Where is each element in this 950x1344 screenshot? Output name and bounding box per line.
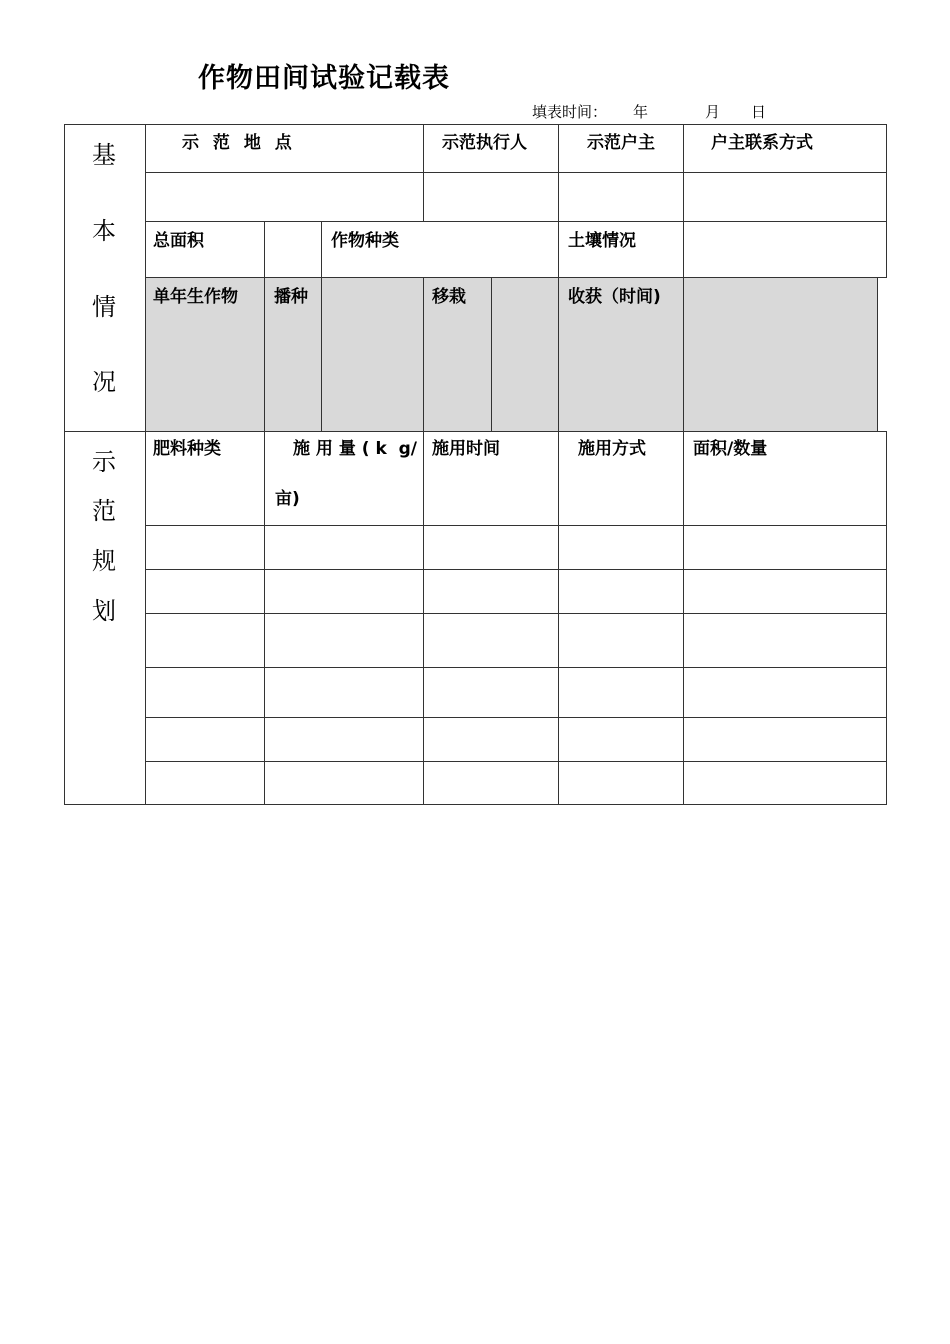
basic-side-char: 况: [92, 368, 116, 396]
amount-label-line1: 施 用 量 ( k g/: [293, 439, 417, 459]
amount-label-line2: 亩): [275, 489, 300, 509]
transplant-label: 移栽: [432, 287, 466, 307]
fill-date-year: 年: [633, 103, 649, 121]
page-title: 作物田间试验记载表: [198, 63, 450, 94]
area-qty-label: 面积/数量: [693, 439, 768, 459]
plan-side-char: 范: [92, 497, 116, 525]
contact-label: 户主联系方式: [711, 133, 813, 153]
annual-crop-label: 单年生作物: [153, 287, 238, 307]
plan-grid: [145, 431, 887, 805]
plan-side-char: 示: [92, 448, 116, 476]
basic-side-char: 情: [92, 293, 116, 321]
plan-side-char: 规: [92, 547, 116, 575]
harvest-label: 收获（时间): [568, 287, 661, 307]
plan-side-char: 划: [92, 597, 116, 625]
basic-side-char: 基: [92, 141, 116, 169]
household-label: 示范户主: [587, 133, 655, 153]
basic-crop-row: [145, 277, 878, 432]
time-label: 施用时间: [432, 439, 500, 459]
fill-date-month: 月: [705, 103, 721, 121]
crop-type-label: 作物种类: [331, 231, 399, 251]
fill-date-label: 填表时间：: [532, 103, 608, 121]
fill-date-day: 日: [751, 103, 767, 121]
location-label: 示 范 地 点: [182, 133, 296, 153]
basic-side-char: 本: [92, 217, 116, 245]
executor-label: 示范执行人: [442, 133, 527, 153]
total-area-label: 总面积: [153, 231, 204, 251]
soil-label: 土壤情况: [568, 231, 636, 251]
fertilizer-type-label: 肥料种类: [153, 439, 221, 459]
sowing-label: 播种: [274, 287, 308, 307]
method-label: 施用方式: [578, 439, 646, 459]
